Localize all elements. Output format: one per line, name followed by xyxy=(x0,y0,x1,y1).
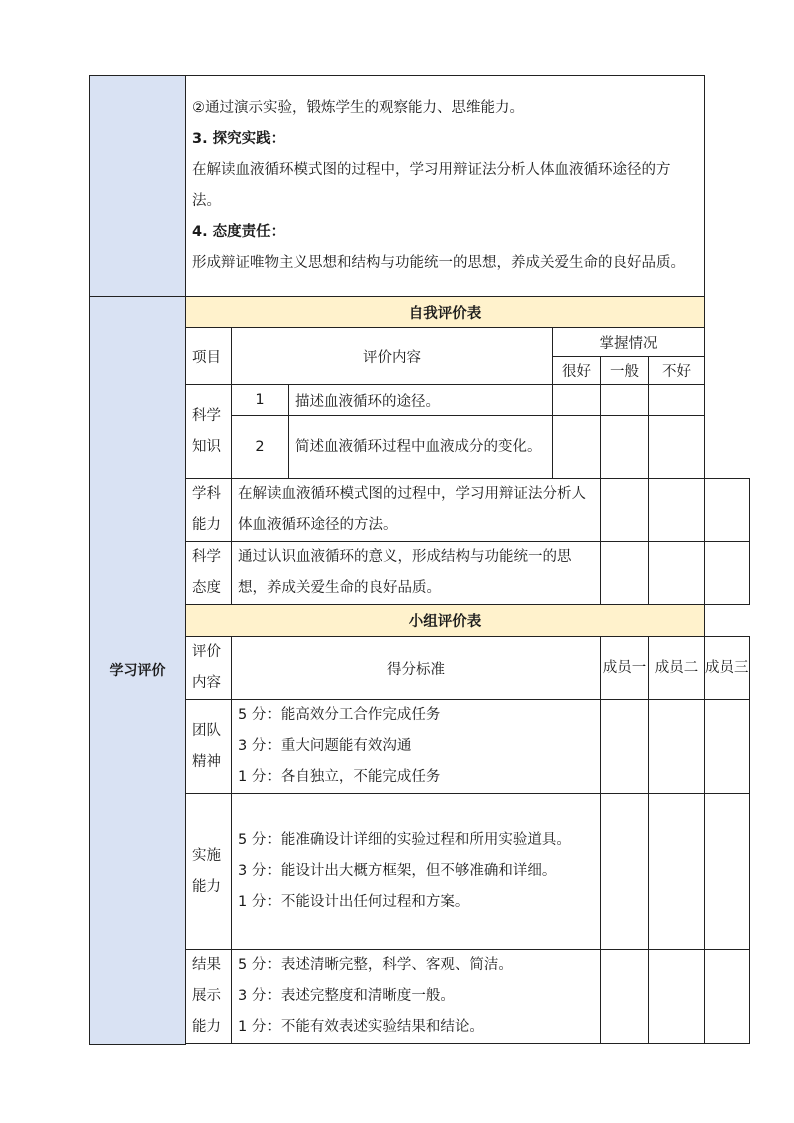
level-average: 一般 xyxy=(601,357,649,385)
member-1: 成员一 xyxy=(601,637,649,700)
score-cell[interactable] xyxy=(705,700,750,794)
criteria-line: 5 分：表述清晰完整，科学、客观、简洁。 xyxy=(238,957,513,973)
score-cell[interactable] xyxy=(601,794,649,950)
group-eval-col-item: 评价内容 xyxy=(186,637,232,700)
row-text-ability: 在解读血液循环模式图的过程中，学习用辩证法分析人体血液循环途径的方法。 xyxy=(232,479,601,542)
score-cell[interactable] xyxy=(649,950,705,1044)
rating-cell[interactable] xyxy=(649,385,705,416)
row-no-1: 1 xyxy=(232,385,289,416)
score-cell[interactable] xyxy=(705,950,750,1044)
self-eval-title: 自我评价表 xyxy=(186,297,705,328)
group-criteria-presentation xyxy=(232,950,601,1044)
row-text-1: 描述血液循环的途径。 xyxy=(289,385,553,416)
criteria-line: 3 分：重大问题能有效沟通 xyxy=(238,738,412,754)
objective-line-2: ②通过演示实验，锻炼学生的观察能力、思维能力。 xyxy=(192,100,524,116)
rating-cell[interactable] xyxy=(601,542,649,605)
rating-cell[interactable] xyxy=(705,542,750,605)
member-3: 成员三 xyxy=(705,637,750,700)
group-item-presentation: 结果展示能力 xyxy=(186,950,232,1044)
rating-cell[interactable] xyxy=(553,385,601,416)
objectives-cell xyxy=(186,76,705,297)
rating-cell[interactable] xyxy=(553,416,601,479)
group-eval-title: 小组评价表 xyxy=(186,605,705,637)
objective-text-4: 形成辩证唯物主义思想和结构与功能统一的思想，养成关爱生命的良好品质。 xyxy=(192,255,685,271)
criteria-line: 1 分：不能设计出任何过程和方案。 xyxy=(238,894,470,910)
spacer xyxy=(186,1044,705,1045)
rating-cell[interactable] xyxy=(601,479,649,542)
rating-cell[interactable] xyxy=(649,479,705,542)
rating-cell[interactable] xyxy=(649,416,705,479)
row-item-attitude: 科学态度 xyxy=(186,542,232,605)
section-label: 学习评价 xyxy=(90,297,186,1045)
criteria-line: 3 分：表述完整度和清晰度一般。 xyxy=(238,988,455,1004)
score-cell[interactable] xyxy=(649,700,705,794)
level-poor: 不好 xyxy=(649,357,705,385)
criteria-line: 5 分：能准确设计详细的实验过程和所用实验道具。 xyxy=(238,832,571,848)
criteria-line: 1 分：不能有效表述实验结果和结论。 xyxy=(238,1019,484,1035)
group-criteria-implementation xyxy=(232,794,601,950)
row-no-2: 2 xyxy=(232,416,289,479)
lesson-table xyxy=(89,75,750,1045)
row-item-knowledge: 科学知识 xyxy=(186,385,232,479)
objectives-left-cell xyxy=(90,76,186,297)
score-cell[interactable] xyxy=(601,950,649,1044)
group-item-team: 团队精神 xyxy=(186,700,232,794)
rating-cell[interactable] xyxy=(649,542,705,605)
rating-cell[interactable] xyxy=(601,385,649,416)
objective-heading-3: 3. 探究实践： xyxy=(192,131,286,147)
score-cell[interactable] xyxy=(601,700,649,794)
group-criteria-team xyxy=(232,700,601,794)
score-cell[interactable] xyxy=(649,794,705,950)
self-eval-col-mastery: 掌握情况 xyxy=(553,328,705,357)
row-text-2: 简述血液循环过程中血液成分的变化。 xyxy=(289,416,553,479)
criteria-line: 1 分：各自独立，不能完成任务 xyxy=(238,769,441,785)
objective-text-3: 在解读血液循环模式图的过程中，学习用辩证法分析人体血液循环途径的方法。 xyxy=(192,162,671,209)
rating-cell[interactable] xyxy=(601,416,649,479)
objective-heading-4: 4. 态度责任： xyxy=(192,224,286,240)
member-2: 成员二 xyxy=(649,637,705,700)
score-cell[interactable] xyxy=(705,794,750,950)
self-eval-col-item: 项目 xyxy=(186,328,232,385)
group-item-implementation: 实施能力 xyxy=(186,794,232,950)
criteria-line: 5 分：能高效分工合作完成任务 xyxy=(238,707,441,723)
row-text-attitude: 通过认识血液循环的意义，形成结构与功能统一的思想，养成关爱生命的良好品质。 xyxy=(232,542,601,605)
self-eval-col-content: 评价内容 xyxy=(232,328,553,385)
rating-cell[interactable] xyxy=(705,479,750,542)
level-good: 很好 xyxy=(553,357,601,385)
group-eval-col-criteria: 得分标准 xyxy=(232,637,601,700)
row-item-ability: 学科能力 xyxy=(186,479,232,542)
criteria-line: 3 分：能设计出大概方框架，但不够准确和详细。 xyxy=(238,863,557,879)
